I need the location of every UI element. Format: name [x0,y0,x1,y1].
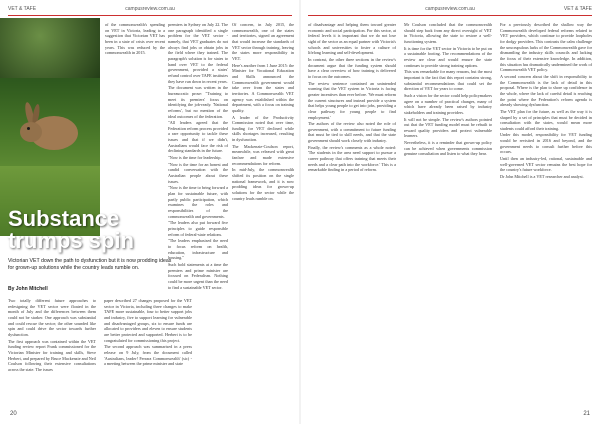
paragraph: The VET plan for the future, as well as the way it is shaped by a set of principles that must be decided in consultation with the states, would mean more students could afford their training. [500,108,592,131]
paragraph: "Now is the time for an honest and candid conversation with the Australian people about these issues. [168,161,228,184]
paragraph: Until then an industry-led, rational, sustainable and well-governed VET sector remains the best hope for the country's future workforce. [500,156,592,173]
paragraph: The second approach was summarised in a press release on 9 July, from the document called 'Australians, leader! Ferrara Commonwealth' (sic) - a meeting between the prime minister and state [104,344,192,367]
paragraph: paper described 27 changes proposed for the VET sector in Victoria, including three changes to make TAFE more sustainable, four to better support jobs and industry, five to support learning for vulnerable and disadvantaged groups, six to ensure funds are allocated to providers and eleven to ensure students are better protected and supported. Herbert is to be congratulated for commissioning this project. [104,298,192,343]
paragraph: Nevertheless, it is a reminder that grown-up policy can be achieved when governments commission genuine consultation and listen to what they hear. [404,140,492,157]
paragraph: This was remarkable for many reasons, but the most important is the fact that this report contains strong, substantial recommendations that could set the direction of VET for years to come. [404,69,492,92]
paragraph: "The leaders emphasised the need to focus reform on health, education, infrastructure and housing." [168,238,228,261]
paragraph: "The leaders also put forward five principles to guide responsible reform of federal-state relations. [168,220,228,237]
paragraph: The first approach was contained within the VET funding review report Frank commissioned for the Victorian Minister for training and skills, Steve Herbert, and prepared by Bruce Mackenzie and Neil Coulson following their extensive consultations across the state. The issues [8,338,96,372]
headline: Substance trumps spin [8,206,134,253]
paragraph: Mr Coulson concluded that the commonwealth should step back from any direct oversight of VET in Victoria, allowing the state to restore a well-functioning system. [404,22,492,44]
paragraph: A leader of the Productivity Commission noted that over time, funding for VET declined while skills shortages increased, resulting in dysfunction. [232,114,294,143]
paragraph: For a previously described the shallow way the Commonwealth developed federal reforms related to VET providers, which continue to provide loopholes for dodgy providers. This contrasts the calm challenge the unscrupulous lurks of the Commonwealth gave for dismantling the industry skills councils and lacking the focus of their extensive knowledge. In addition, this situation has dramatically undermined the work of Commonwealth VET policy. [500,22,592,73]
paragraph: of disadvantage and helping them toward greater economic and social participation. For this sector, at federal levels it is important that we do not lose sight of the sector as an equal partner with Victoria's schools and universities to foster a culture of lifelong learning and self-development. [308,22,396,56]
page-number: 21 [583,411,590,417]
paragraph: The Mackenzie-Coulson report, meanwhile, was released with great fanfare and made extensive recommendations for reform. [232,143,294,166]
paragraph: Of concern, in July 2015, the commonwealth, one of the states and territories, signed an agreement that would increase the standards of VET sector through training, leaving the states more responsibility in VET. [232,22,294,61]
site-label: campusreview.com.au [425,6,475,12]
paragraph: It is time for the VET sector in Victoria to be put on a sustainable footing. The recommendations of the review are clear and would ensure the state continues to provide strong training options. [404,45,492,68]
section-label: VET & TAFE [563,6,592,12]
paragraph: Finally, the review's comments as a whole noted: 'The students in the area need support to pursue a career pathway that offers training that meets their needs and a clear path into the workforce.' This is a remarkable finding in a period of reform. [308,144,396,173]
rabbit-eye [27,127,30,130]
running-header [8,6,292,16]
standfirst: Victorian VET down the path to dysfunction but it is now prodding ideas for grown-up solutions while the country leads rumble on. [8,258,172,271]
paragraph: "Now is the time to bring forward a plan for sustainable future, with partly public participation, which examines the roles and responsibilities of the commonwealth and governments. [168,185,228,219]
rabbit-photo [0,18,100,236]
rabbit-head [20,122,42,142]
paragraph: It will not be simple. The review's authors pointed out that the VET funding model must be rebuilt to reward quality providers and protect vulnerable learners. [404,116,492,139]
running-header [308,6,592,16]
column-body-4 [232,22,294,412]
paragraph: Under this model, responsibility for VET funding would be revisited in 2016 and beyond, and the government needs to consult further before this occurs. [500,132,592,155]
byline: By John Mitchell [8,286,48,292]
column-body-1 [8,298,96,410]
paragraph: "Now is the time for leadership. [168,155,222,161]
page-number: 20 [10,411,17,417]
paragraph: The review sentence contained an unintended warning that the VET system in Victoria is facing greater incentives than ever before. 'We must reform the current structures and instead provide a system that helps young people to get into jobs, providing a clear pathway for young people to find employment.' [308,80,396,120]
paragraph: of the commonwealth's spending on VET in Victoria, leading to a suggestion that Victorian VET has been in a state of crisis over recent years. This was reduced by the commonwealth in 2015. [105,22,165,56]
column-body-3 [168,22,228,412]
header-rule [308,15,592,16]
site-label: campusreview.com.au [125,6,175,12]
paragraph: Two totally different future approaches to redesigning the VET sector were floated in the month of July and the differences between them could not be starker. One approach was substantial and could rescue the sector; the other sounded like spin and could drive the sector towards further dysfunction. [8,298,96,337]
paragraph: "All leaders agreed that the Federation reform process provided a rare opportunity to tackle these issues and that if we didn't, Australians would face the risk of declining standards in the future. [168,120,228,154]
header-rule [8,15,292,16]
paragraph: premiers in Sydney on July 22. The one paragraph identified a single problem for the VET sector - namely, that VET graduates do not always find jobs or obtain jobs in the field where they trained. The paragraph's solution is for states to hand over VET to the federal government, provided a states' refund control over TAFE institutes they have run down in recent years. [168,22,228,84]
paragraph: Such a vision for the sector could help policymakers agree on a number of practical changes, many of which have already been raised by industry stakeholders and training providers. [404,92,492,115]
paragraph: Here's another from 1 June 2015: the Minister for Vocational Education and Skills announced the Commonwealth government would take over from the states and territories. A Commonwealth VET agency was established within the department, with a focus on training quality. [232,62,294,113]
paragraph: A second concern about the shift in responsibility to the Commonwealth is the lack of detail in this proposal. Where is the plan to shore up confidence in the whole, where the lack of careful detail is reaching the point where the Federation's reform agenda is already showing dysfunction. [500,73,592,108]
paragraph: The document was written in the bureaucratic prose: "Training to meet its premiers' focus on identifying the job-ready. 'National reforms', but no mention of the ideal outcomes of the federation. [168,85,228,119]
right-page [300,0,600,424]
paragraph: Dr John Mitchell is a VET researcher and analyst. [500,174,584,180]
column-body-2 [404,22,492,412]
paragraph: In mid-July, the commonwealth shifted its position on the single national framework, and it is now prodding ideas for grown-up solutions for the sector while the country leads rumble on. [232,167,294,201]
section-label: VET & TAFE [8,6,37,12]
paragraph: In contrast, the other three sections in the review's document argue that the funding system should have a clear overview of how training is delivered to focus on the outcomes. [308,56,396,79]
paragraph: Such bold statements at a time the premiers and prime minister are focused on Federalism. Nothing could be more urgent than the need to find a sustainable VET sector. [168,261,228,290]
paragraph: The authors of the review also noted the role of government, with a commitment to future funding that must be tied to skill needs, and that the state government should work closely with industry. [308,121,396,144]
column-1 [105,22,165,178]
column-body-3 [500,22,592,412]
column-body-1 [308,22,396,412]
